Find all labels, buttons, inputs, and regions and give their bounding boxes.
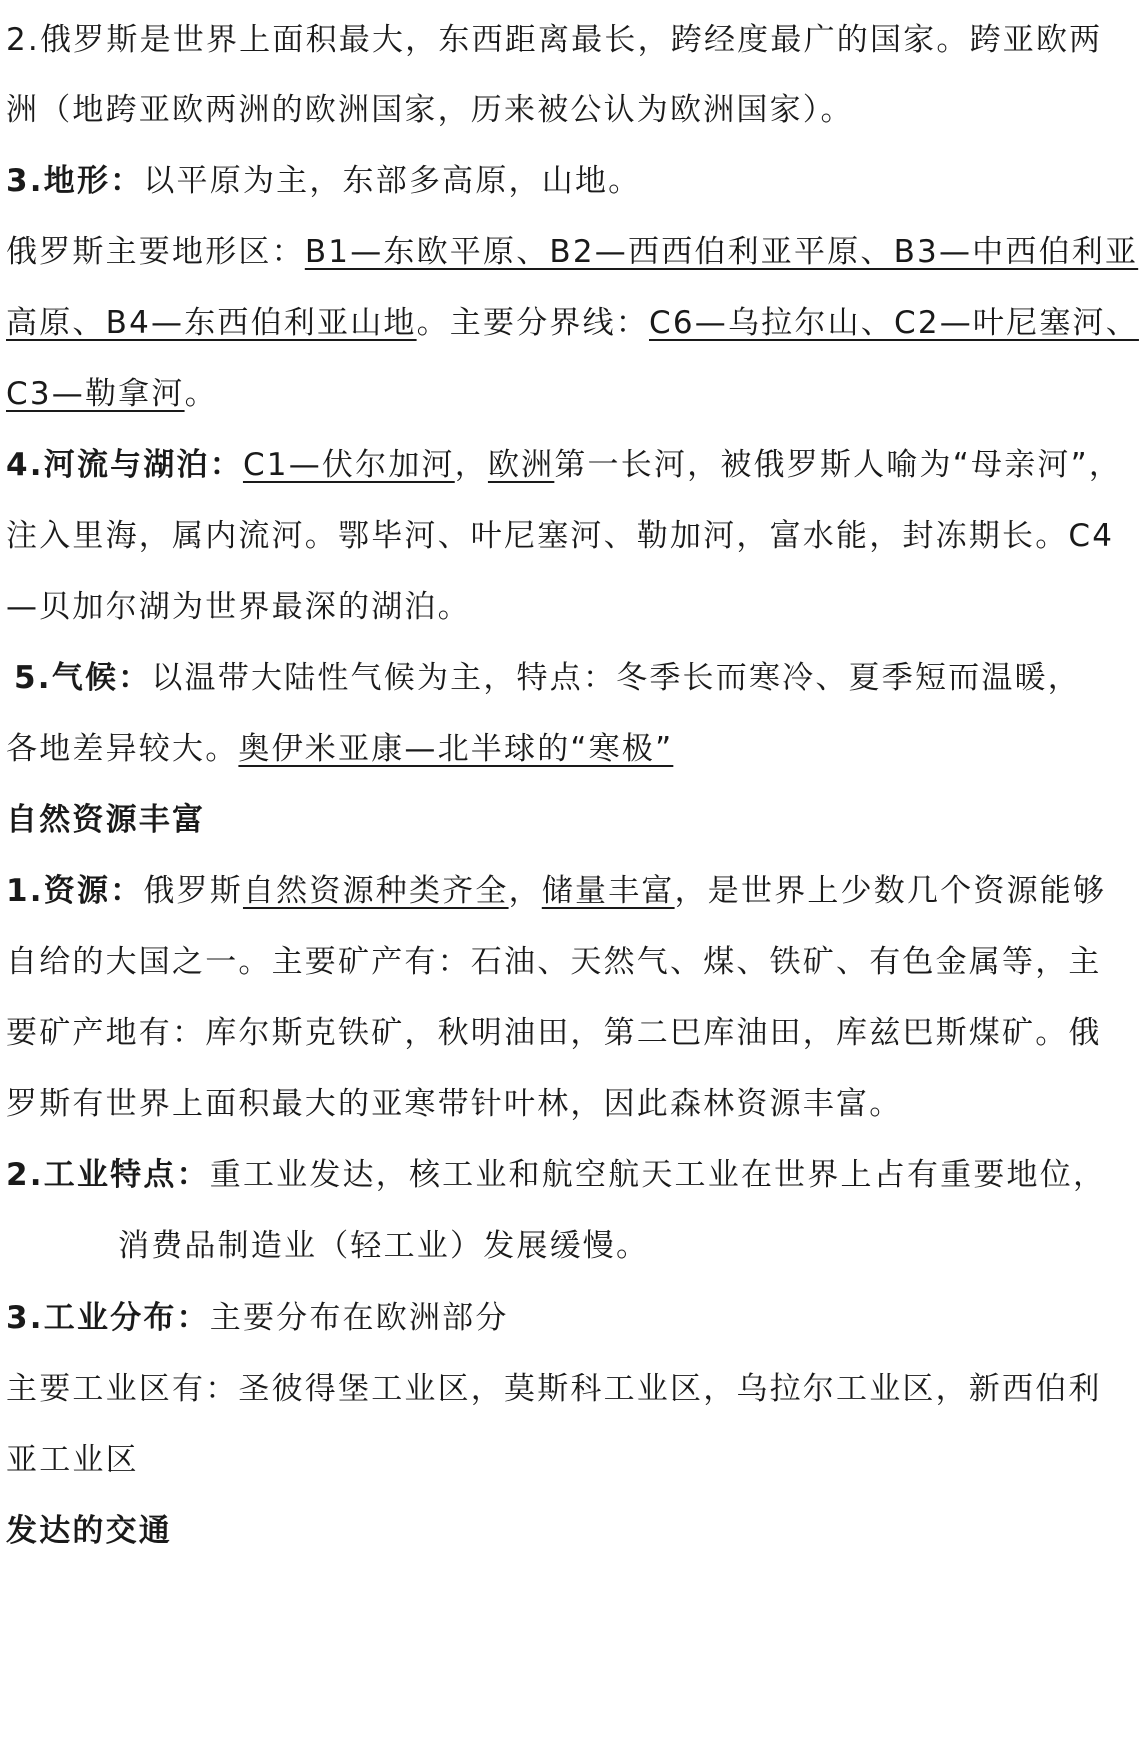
underlined-text: 储量丰富 <box>541 873 675 909</box>
text-run: —贝加尔湖为世界最深的湖泊。 <box>6 589 471 625</box>
heading-rivers-line <box>6 443 1122 487</box>
text-run: ， <box>508 873 542 909</box>
text-run: 罗斯有世界上面积最大的亚寒带针叶林，因此森林资源丰富。 <box>6 1086 903 1122</box>
text-run: 消费品制造业（轻工业）发展缓慢。 <box>118 1228 650 1264</box>
text-run: 重工业发达，核工业和航空航天工业在世界上占有重要地位， <box>209 1157 1107 1193</box>
text-run: 俄罗斯 <box>143 873 243 909</box>
text-run: 。主要分界线： <box>416 305 649 341</box>
text-line <box>6 230 1138 274</box>
text-line <box>118 1224 649 1268</box>
bold-label: 5.气候： <box>14 660 152 696</box>
underlined-text: C3—勒拿河 <box>6 376 185 412</box>
text-line <box>6 727 673 771</box>
text-line <box>6 1438 139 1482</box>
section-title-resources <box>6 798 205 842</box>
underlined-text: C1—伏尔加河 <box>242 447 455 483</box>
text-line <box>6 372 218 416</box>
bold-label: 发达的交通 <box>6 1513 172 1549</box>
text-line <box>6 1011 1102 1055</box>
bold-label: 1.资源： <box>6 873 144 909</box>
underlined-text: 欧洲 <box>487 447 555 483</box>
text-run: 以温带大陆性气候为主，特点：冬季长而寒冷、夏季短而温暖， <box>151 660 1081 696</box>
text-run: 洲（地跨亚欧两洲的欧洲国家，历来被公认为欧洲国家）。 <box>6 92 854 128</box>
text-run: ，是世界上少数几个资源能够 <box>674 873 1107 909</box>
text-run: 各地差异较大。 <box>6 731 239 767</box>
bold-label: 3.地形： <box>6 163 144 199</box>
text-run: ， <box>454 447 488 483</box>
heading-terrain-line <box>6 159 641 203</box>
bold-label: 2.工业特点： <box>6 1157 210 1193</box>
heading-industry-distribution-line <box>6 1296 509 1340</box>
bold-label: 自然资源丰富 <box>6 802 206 838</box>
heading-industry-features-line <box>6 1153 1106 1197</box>
text-run: 主要工业区有：圣彼得堡工业区，莫斯科工业区，乌拉尔工业区，新西伯利 <box>6 1371 1102 1407</box>
text-run: 自给的大国之一。主要矿产有：石油、天然气、煤、铁矿、有色金属等，主 <box>6 944 1102 980</box>
heading-climate-line <box>14 656 1081 700</box>
text-line <box>6 1082 902 1126</box>
text-line <box>6 88 854 132</box>
underlined-text: B1—东欧平原、B2—西西伯利亚平原、B3—中西伯利亚 <box>304 234 1139 270</box>
text-line <box>6 514 1114 558</box>
underlined-text: C6—乌拉尔山、C2—叶尼塞河、 <box>649 305 1139 341</box>
text-line <box>6 1367 1102 1411</box>
bold-label: 3.工业分布： <box>6 1300 210 1336</box>
text-line <box>6 301 1139 345</box>
underlined-text: 自然资源种类齐全 <box>242 873 509 909</box>
underlined-text: 奥伊米亚康—北半球的“寒极” <box>238 731 674 767</box>
text-run: 亚工业区 <box>6 1442 139 1478</box>
text-run: 俄罗斯主要地形区： <box>6 234 305 270</box>
text-run: 第一长河，被俄罗斯人喻为“母亲河”， <box>554 447 1123 483</box>
text-line <box>6 585 471 629</box>
text-run: 以平原为主，东部多高原，山地。 <box>143 163 642 199</box>
text-line <box>6 18 1102 62</box>
text-run: 。 <box>184 376 218 412</box>
text-run: 2.俄罗斯是世界上面积最大，东西距离最长，跨经度最广的国家。跨亚欧两 <box>6 22 1103 58</box>
text-line <box>6 940 1102 984</box>
text-run: 要矿产地有：库尔斯克铁矿，秋明油田，第二巴库油田，库兹巴斯煤矿。俄 <box>6 1015 1102 1051</box>
section-title-transport <box>6 1509 172 1553</box>
text-run: 注入里海，属内流河。鄂毕河、叶尼塞河、勒加河，富水能，封冻期长。C4 <box>6 518 1115 554</box>
underlined-text: 高原、B4—东西伯利亚山地 <box>6 305 417 341</box>
bold-label: 4.河流与湖泊： <box>6 447 243 483</box>
text-run: 主要分布在欧洲部分 <box>209 1300 509 1336</box>
heading-resources-line <box>6 869 1106 913</box>
